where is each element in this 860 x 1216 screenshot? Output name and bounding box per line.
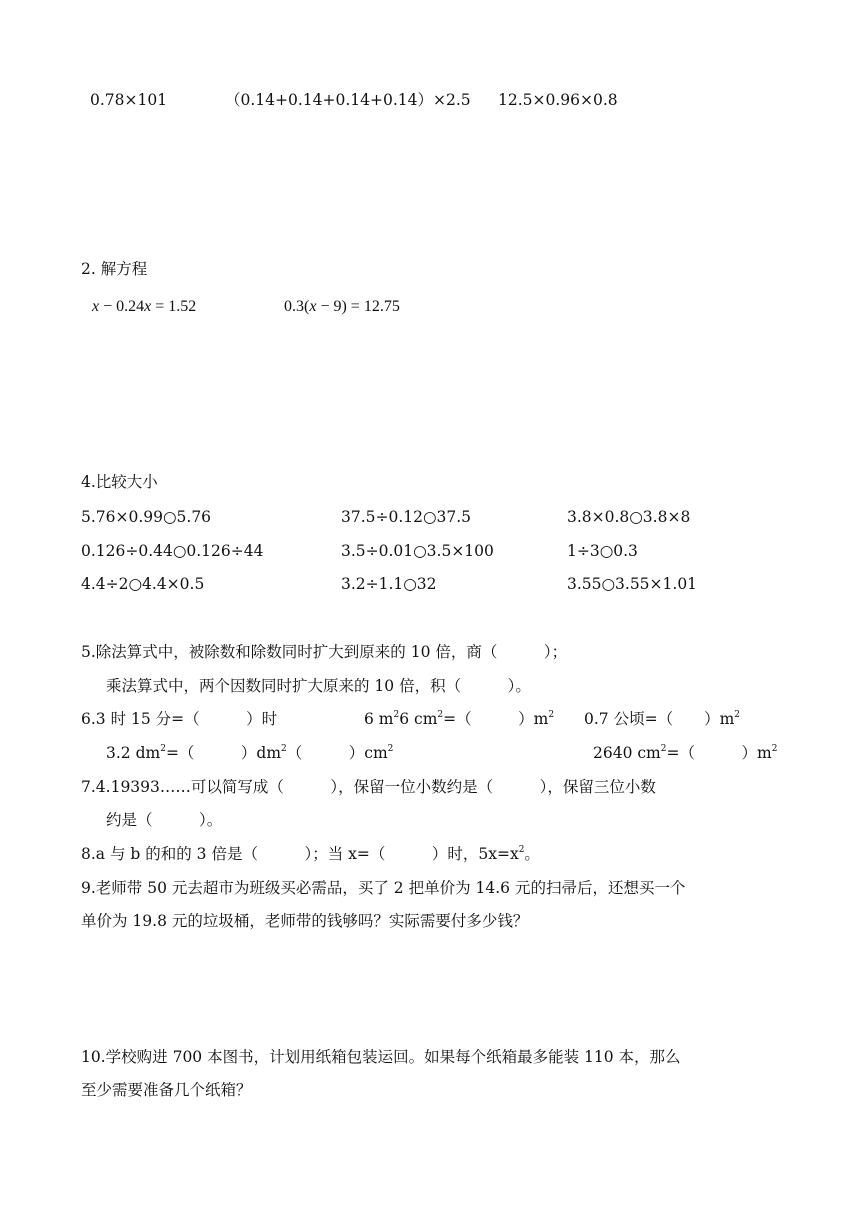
q7-line-1: 7.4.19393……可以简写成（ ），保留一位小数约是（ ），保留三位小数 (81, 778, 656, 796)
compare-item: 5.76×0.99○5.76 (81, 508, 212, 526)
compare-item: 3.2÷1.1○32 (341, 575, 437, 593)
q6-hectare-item: 0.7 公顷=（ ）$m^2$ (584, 710, 740, 728)
compare-item: 37.5÷0.12○37.5 (341, 508, 472, 526)
calc-expression-2: （0.14+0.14+0.14+0.14）×2.5 (225, 91, 471, 109)
q10-line-1: 10.学校购进 700 本图书，计划用纸箱包装运回。如果每个纸箱最多能装 110 本，那么 (81, 1048, 681, 1066)
compare-item: 3.5÷0.01○3.5×100 (341, 542, 494, 560)
q4-heading: 4.比较大小 (81, 473, 158, 491)
equation-1: x − 0.24x = 1.52 (92, 298, 197, 315)
calc-expression-3: 12.5×0.96×0.8 (498, 91, 618, 109)
q5-line-2: 乘法算式中，两个因数同时扩大原来的 10 倍，积（ ）。 (106, 677, 531, 695)
compare-item: 4.4÷2○4.4×0.5 (81, 575, 205, 593)
q6-cm-item: 2640 $cm^2=$（ ）$m^2$ (593, 744, 778, 762)
compare-item: 3.55○3.55×1.01 (567, 575, 698, 593)
q5-line-1: 5.除法算式中，被除数和除数同时扩大到原来的 10 倍，商（ ）； (81, 643, 568, 661)
q7-line-2: 约是（ ）。 (106, 811, 223, 829)
q6-area-item: 6 $m^26$ $cm^2=$（ ）$m^2$ (364, 710, 555, 728)
q6-time-item: 6.3 时 15 分=（ ）时 (81, 710, 278, 728)
q9-line-1: 9.老师带 50 元去超市为班级买必需品，买了 2 把单价为 14.6 元的扫帚后，还想买一个 (81, 879, 686, 897)
q8-line: 8.a 与 b 的和的 3 倍是（ ）；当 x=（ ）时，$5x=x^2$。 (81, 845, 540, 863)
compare-item: 1÷3○0.3 (567, 542, 638, 560)
calc-expression-1: 0.78×101 (90, 91, 168, 109)
compare-item: 0.126÷0.44○0.126÷44 (81, 542, 264, 560)
q10-line-2: 至少需要准备几个纸箱？ (81, 1081, 252, 1099)
q9-line-2: 单价为 19.8 元的垃圾桶，老师带的钱够吗？实际需要付多少钱？ (81, 912, 529, 930)
q6-dm-item: 3.2 $dm^2=$（ ）$dm^2$（ ）$cm^2$ (106, 744, 394, 762)
compare-item: 3.8×0.8○3.8×8 (567, 508, 691, 526)
q2-heading: 2. 解方程 (81, 260, 148, 278)
equation-2: 0.3(x − 9) = 12.75 (284, 298, 400, 315)
